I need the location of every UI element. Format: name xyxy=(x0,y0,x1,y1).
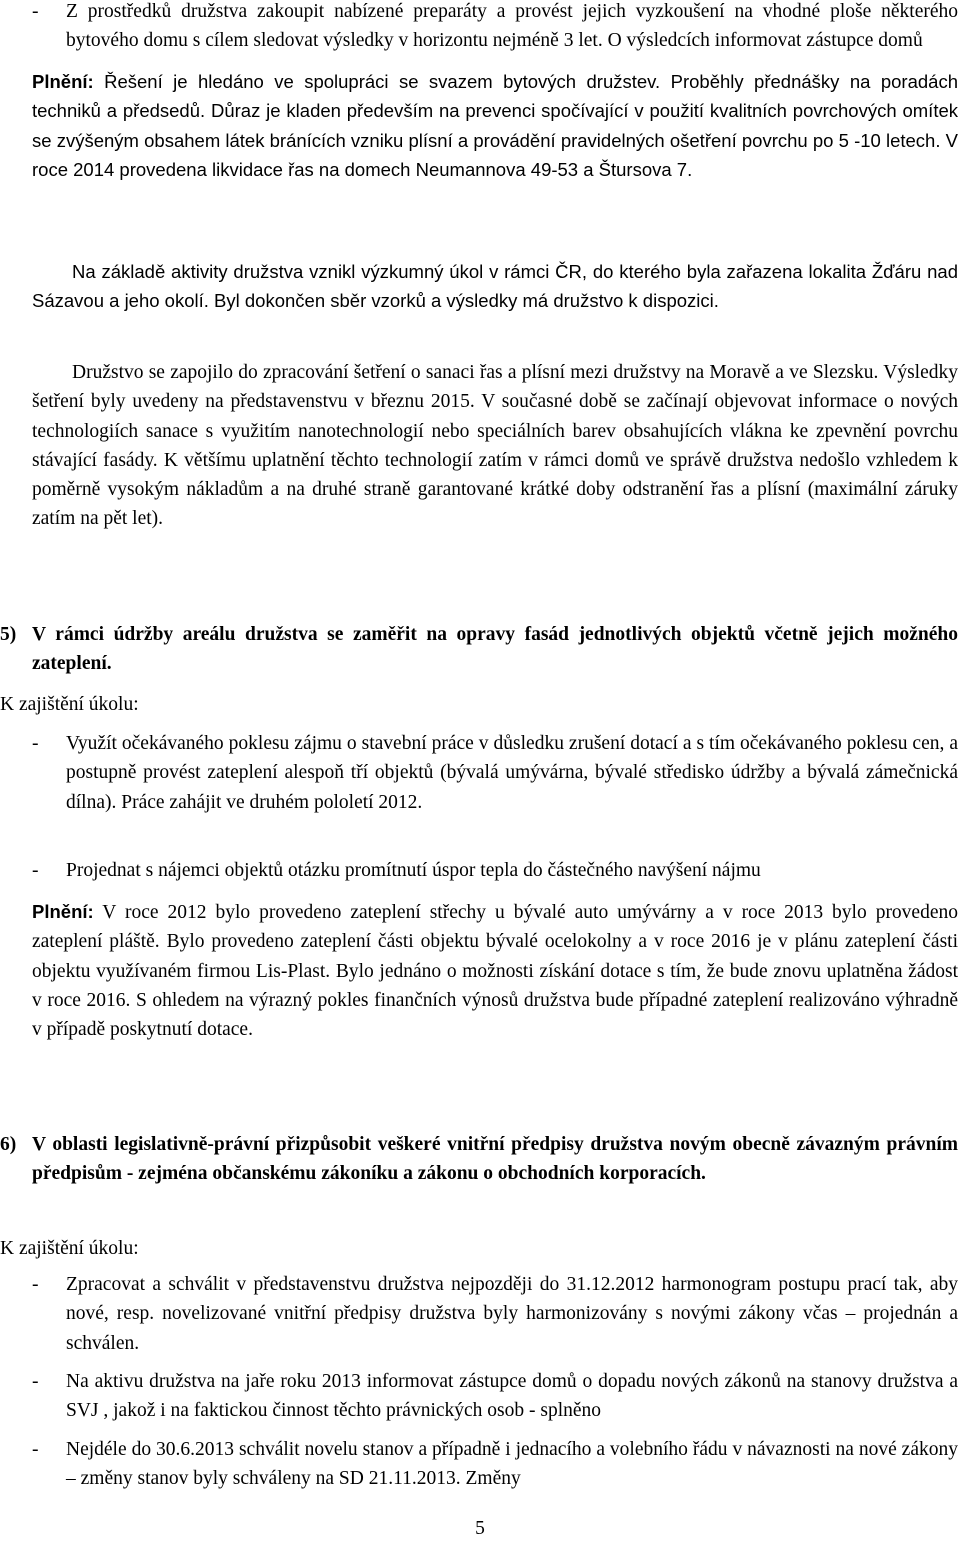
list-dash: - xyxy=(32,1274,39,1295)
section-title: V oblasti legislativně-právní přizpůsobit veškeré vnitřní předpisy družstva novým obecně závazným právním předpisům - zejména občanskému zákoníku a zákonu o obchodních korporacích. xyxy=(32,1134,958,1185)
research-paragraph xyxy=(32,257,958,316)
list-dash: - xyxy=(32,1371,39,1392)
list-item-text: Na aktivu družstva na jaře roku 2013 informovat zástupce domů o dopadu nových zákonů na stanovy družstva a SVJ , jakož i na faktickou činnost těchto právnických osob - splněno xyxy=(66,1371,958,1422)
task-label: K zajištění úkolu: xyxy=(0,694,139,715)
page-number: 5 xyxy=(475,1518,485,1539)
section-number: 6) xyxy=(0,1134,17,1155)
list-dash: - xyxy=(32,1439,39,1460)
fulfilment-label: Plnění: xyxy=(32,901,94,922)
list-item-text: Nejdéle do 30.6.2013 schválit novelu stanov a případně i jednacího a volebního řádu v návaznosti na nové zákony – změny stanov byly schváleny na SD 21.11.2013. Změny xyxy=(66,1439,958,1490)
list-item xyxy=(32,1270,958,1358)
task-label: K zajištění úkolu: xyxy=(0,1238,139,1259)
fulfilment-label: Plnění: xyxy=(32,71,94,92)
list-item-text: Z prostředků družstva zakoupit nabízené preparáty a provést jejich vyzkoušení na vhodné ploše některého bytového domu s cílem sledovat výsledky v horizontu nejméně 3 let. O výsledcích informovat zástupce domů xyxy=(66,1,958,52)
fulfilment-paragraph xyxy=(32,67,958,184)
list-dash: - xyxy=(32,1,39,22)
research-text: Na základě aktivity družstva vznikl výzkumný úkol v rámci ČR, do kterého byla zařazena lokalita Žďáru nad Sázavou a jeho okolí. Byl dokončen sběr vzorků a výsledky má družstvo k dispozici. xyxy=(32,261,958,312)
fulfilment-paragraph xyxy=(32,897,958,1044)
list-item xyxy=(32,0,958,56)
section-6-heading xyxy=(0,1130,958,1189)
section-5-heading xyxy=(0,620,958,679)
list-item-text: Využít očekávaného poklesu zájmu o stavební práce v důsledku zrušení dotací a s tím očekávaného poklesu cen, a postupně provést zateplení alespoň tří objektů (bývalá umývárna, bývalé středisko údržby a bývalá zámečnická dílna). Práce zahájit ve druhém pololetí 2012. xyxy=(66,733,958,813)
section-number: 5) xyxy=(0,624,17,645)
list-item xyxy=(32,856,958,885)
list-dash: - xyxy=(32,733,39,754)
list-item xyxy=(32,1435,958,1494)
survey-text: Družstvo se zapojilo do zpracování šetření o sanaci řas a plísní mezi družstvy na Moravě a ve Slezsku. Výsledky šetření byly uvedeny na představenstvu v březnu 2015. V současné době se začínají objevovat informace o nových technologiích sanace s využitím nanotechnologií nebo speciálních barev obsahujících vlákna ke zpevnění povrchu stávající fasády. K většímu uplatnění těchto technologií zatím v rámci domů ve správě družstva nedošlo vzhledem k poměrně vysokým nákladům a na druhé straně garantované krátké doby odstranění řas a plísní (maximální záruky zatím na pět let). xyxy=(32,362,958,530)
fulfilment-text: V roce 2012 bylo provedeno zateplení střechy u bývalé auto umývárny a v roce 2013 bylo provedeno zateplení pláště. Bylo provedeno zateplení části objektu bývalé ocelokolny a v roce 2016 je v plánu zateplení části objektu využívaném firmou Lis-Plast. Bylo jednáno o možnosti získání dotace s tím, že bude znovu uplatněna žádost v roce 2016. S ohledem na výrazný pokles finančních výnosů družstva bude případné zateplení realizováno výhradně v případě poskytnutí dotace. xyxy=(32,902,958,1041)
fulfilment-text: Řešení je hledáno ve spolupráci se svazem bytových družstev. Proběhly přednášky na poradách techniků a předsedů. Důraz je kladen především na prevenci spočívající v použití kvalitních povrchových omítek se zvýšeným obsahem látek bránících vzniku plísní a provádění pravidelných ošetření povrchu po 5 -10 letech. V roce 2014 provedena likvidace řas na domech Neumannova 49-53 a Štursova 7. xyxy=(32,71,958,180)
survey-paragraph xyxy=(32,358,958,534)
list-item-text: Zpracovat a schválit v představenstvu družstva nejpozději do 31.12.2012 harmonogram postupu prací tak, aby nové, resp. novelizované vnitřní předpisy družstva byly harmonizovány s novými zákony včas – projednán a schválen. xyxy=(66,1274,958,1354)
list-item xyxy=(32,729,958,817)
section-title: V rámci údržby areálu družstva se zaměřit na opravy fasád jednotlivých objektů včetně jejich možného zateplení. xyxy=(32,624,958,675)
list-dash: - xyxy=(32,860,39,881)
list-item-text: Projednat s nájemci objektů otázku promítnutí úspor tepla do částečného navýšení nájmu xyxy=(66,860,761,881)
list-item xyxy=(32,1367,958,1426)
